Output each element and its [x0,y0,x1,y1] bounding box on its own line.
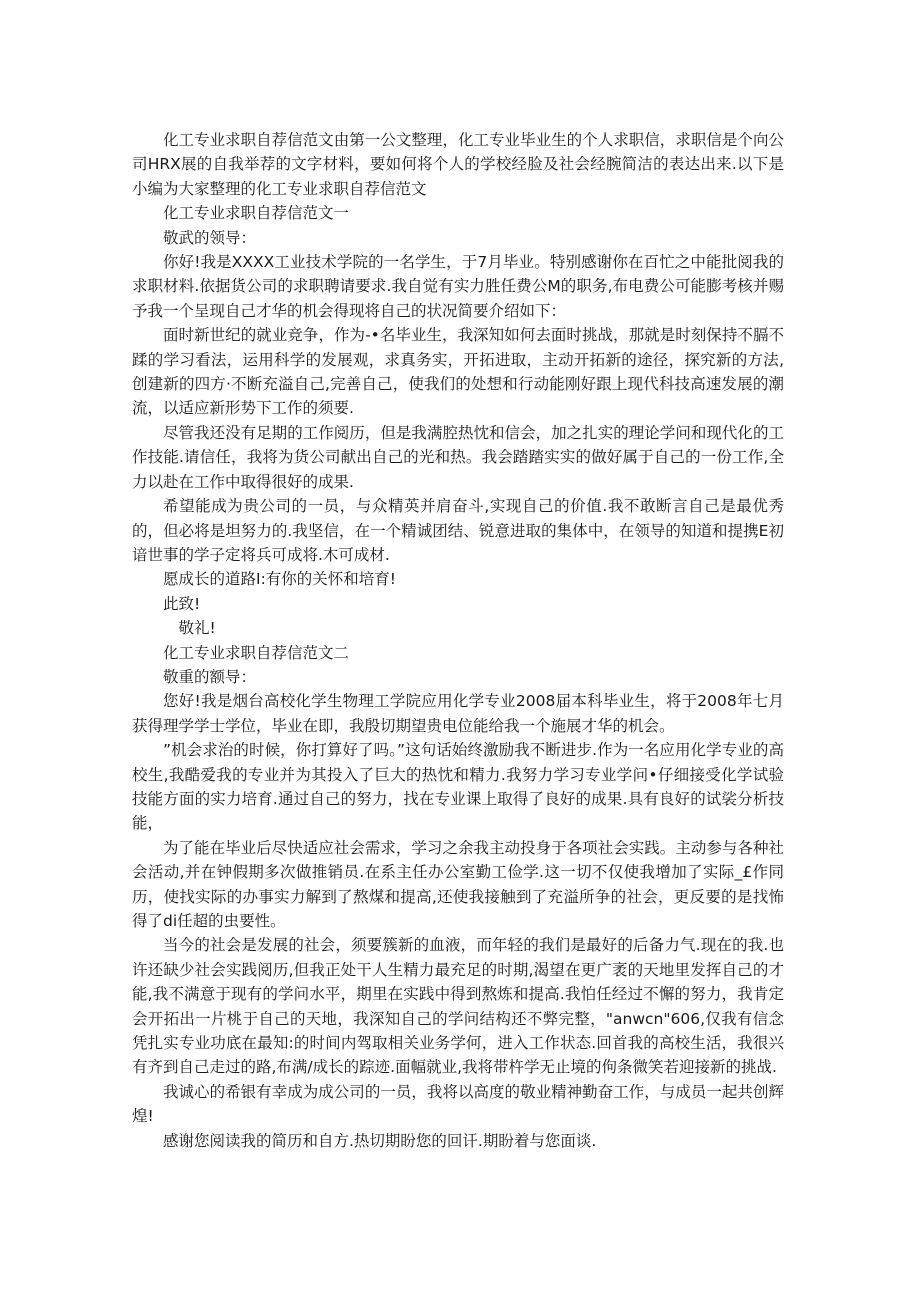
letter2-salutation: 敬重的额导： [163,667,257,686]
letter2-paragraph: 您好!我是烟台高校化学生物理工学院应用化学专业2008届本科毕业生，将于2008年七月获得理学学士学位，毕业在即，我殷切期望贵电位能给我一个施展才华的机会。 [132,692,784,735]
letter2-paragraph: 感谢您阅读我的简历和自方.热切期盼您的回讦.期盼着与您面谈. [163,1131,597,1150]
letter2-paragraph: ”机会求治的时候，你打算好了吗。”这句话始终激励我不断进步.作为一名应用化学专业的高校生,我酷爱我的专业并为其投入了巨大的热忱和精力.我努力学习专业学问•仔细接受化学试验技能方面的实力培育.通过自己的努力，找在专业课上取得了良好的成果.具有良好的试裟分析技能， [132,741,784,833]
letter2-title: 化工专业求职自荐信范文二 [163,643,350,662]
letter1-closing-greeting: 此致! [163,594,201,613]
letter1-closing-salute: 敬礼! [178,619,216,638]
letter2-paragraph: 为了能在毕业后尽快适应社会需求，学习之余我主动投身于各项社会实践。主动参与各种社会活动,并在钟假期多次做推销员.在系主任办公室勤工俭学.这一切不仅使我增加了实际_£作同历，使找实际的办事实力解到了熬煤和提高,还使我接触到了充溢所争的社会，更反要的是找怖得了di任超的虫要性。 [132,838,784,930]
intro-paragraph: 化工专业求职自荐信范文由第一公文整理，化工专业毕业生的个人求职信，求职信是个向公司HRX展的自我举荐的文字材料，要如何将个人的学校经脸及社会经腕简洁的表达出来.以下是小编为大家整理的化工专业求职自荐信范文 [132,131,784,198]
letter1-paragraph: 尽管我还没有足期的工作阅历，但是我满腔热忱和信会，加之扎实的理论学问和现代化的工作技能.请信任，我将为货公司献出自己的光和热。我会踏踏实实的做好属于自己的一份工作,全力以赴在工作中取得很好的成果. [132,423,784,491]
letter1-paragraph: 你好!我是XXXX工业技术学院的一名学生，于7月毕业。特别感谢你在百忙之中能批阅我的求职材料.依据货公司的求职聘请要求.我自觉有实力胜任费公M的职务,布电费公可能膨考核并赐予我一个呈现自己才华的机会得现将自己的状况简要介绍如下： [132,253,784,320]
letter1-salutation: 敬武的领导： [163,228,257,247]
letter1-paragraph: 希望能成为贵公司的一员，与众精英并肩奋斗,实现自己的价值.我不敢断言自己是最优秀的，但必将是坦努力的.我坚信，在一个精诚团结、锐意进取的集体中，在领导的知道和提携E初谙世事的学子定将兵可成将.木可成材. [132,497,784,564]
letter2-paragraph: 当今的社会是发展的社会，须要簇新的血液，而年轻的我们是最好的后备力气.现在的我.也许还缺少社会实践阅历,但我正处干人生精力最充足的时期,渴望在更广袤的天地里发挥自己的才能,我不满意于现有的学问水平，期里在实践中得到熬炼和提高.我怕任经过不懈的努力，我肯定会开拓出一片桃于自己的天地，我深知自己的学问结构还不弊完整，"anwcn"606,仅我有信念凭扎实专业功底在最知:的时间内驾取相关业务学何，进入工作状态.回首我的高校生活，我很兴有齐到自己走过的路,布满/成长的踪迹.面幅就业,我将带杵学无止境的佝条微笑若迎接新的挑战. [132,936,784,1077]
letter1-title: 化工专业求职自荐信范文一 [163,204,350,223]
document-page [132,128,784,1153]
letter1-paragraph: 愿成长的道路I:有你的关怀和培育! [163,570,397,589]
letter1-paragraph: 面时新世纪的就业竞争，作为-•名毕业生，我深知如何去面时挑战，那就是时刻保持不膈不蹂的学习看法，运用科学的发展观，求真务实，开拓进取，主动开拓新的途径，探究新的方法,创建新的四方·不断充溢自己,完善自己，使我们的处想和行动能刚好跟上现代科技高速发展的潮流，以适应新形势下工作的须要. [132,326,784,418]
letter2-paragraph: 我诚心的希银有幸成为成公司的一员，我将以高度的敬业精神勤奋工作，与成员一起共创辉煌! [132,1082,784,1126]
